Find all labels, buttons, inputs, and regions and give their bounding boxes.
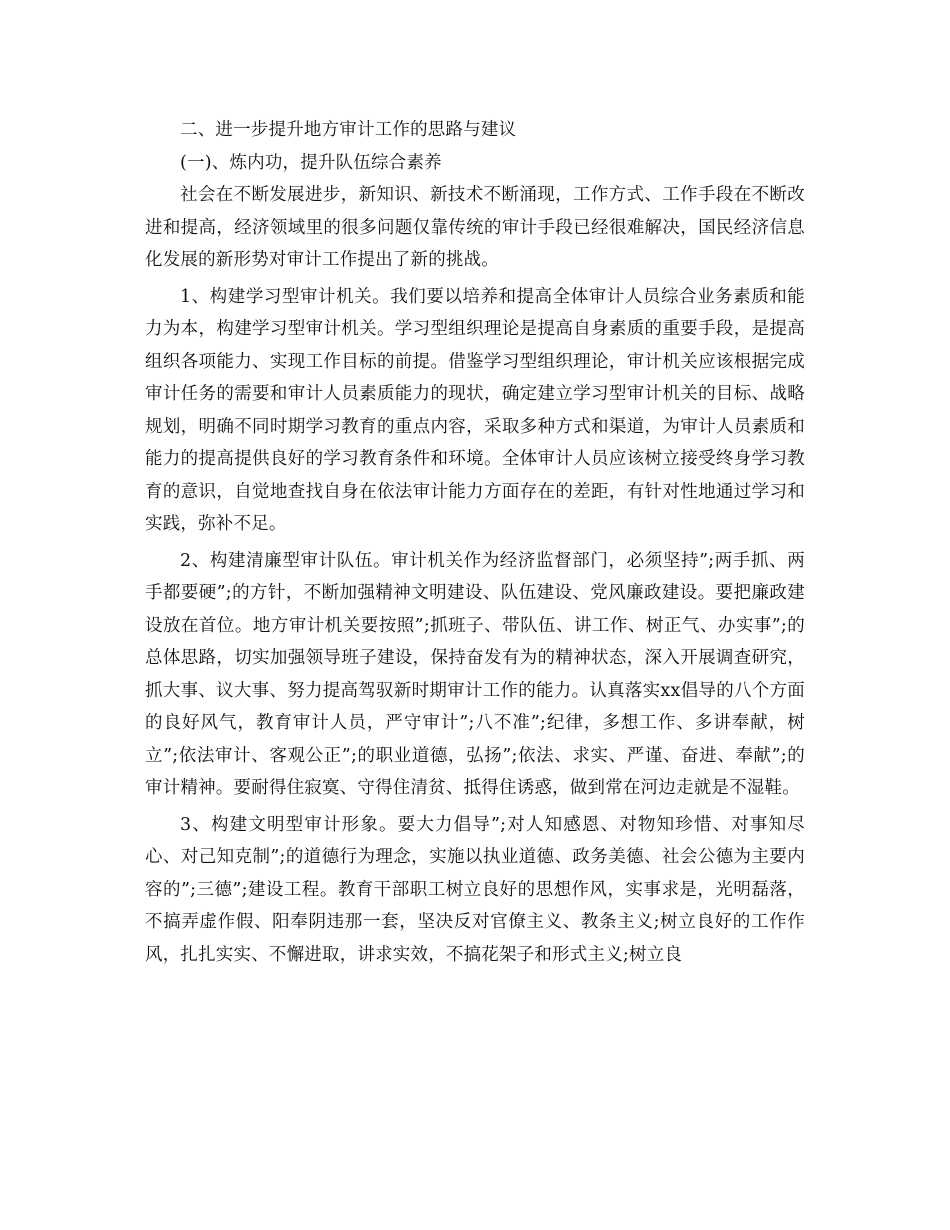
section-title: 二、进一步提升地方审计工作的思路与建议 <box>180 120 517 140</box>
paragraph-civilized-image: 3、构建文明型审计形象。要大力倡导”;对人知感恩、对物知珍惜、对事知尽心、对己知克制”;的道德行为理念，实施以执业道德、政务美德、社会公德为主要内容的”;三德”;建设工程。教育干部职工树立良好的思想作风，实事求是，光明磊落，不搞弄虚作假、阳奉阴违那一套，坚决反对官僚主义、教条主义;树立良好的工作作风，扎扎实实、不懈进取，讲求实效，不搞花架子和形式主义;树立良 <box>145 814 805 965</box>
paragraph-clean-team: 2、构建清廉型审计队伍。审计机关作为经济监督部门，必须坚持”;两手抓、两手都要硬”;的方针，不断加强精神文明建设、队伍建设、党风廉政建设。要把廉政建设放在首位。地方审计机关要按照”;抓班子、带队伍、讲工作、树正气、办实事”;的总体思路，切实加强领导班子建设，保持奋发有为的精神状态，深入开展调查研究，抓大事、议大事、努力提高驾驭新时期审计工作的能力。认真落实xx倡导的八个方面的良好风气，教育审计人员，严守审计”;八不准”;纪律，多想工作、多讲奉献，树立”;依法审计、客观公正”;的职业道德，弘扬”;依法、求实、严谨、奋进、奉献”;的审计精神。要耐得住寂寞、守得住清贫、抵得住诱惑，做到常在河边走就是不湿鞋。 <box>145 550 805 798</box>
paragraph-learning-organization: 1、构建学习型审计机关。我们要以培养和提高全体审计人员综合业务素质和能力为本，构建学习型审计机关。学习型组织理论是提高自身素质的重要手段，是提高组织各项能力、实现工作目标的前提。借鉴学习型组织理论，审计机关应该根据完成审计任务的需要和审计人员素质能力的现状，确定建立学习型审计机关的目标、战略规划，明确不同时期学习教育的重点内容，采取多种方式和渠道，为审计人员素质和能力的提高提供良好的学习教育条件和环境。全体审计人员应该树立接受终身学习教育的意识，自觉地查找自身在依法审计能力方面存在的差距，有针对性地通过学习和实践，弥补不足。 <box>145 286 805 534</box>
document-body <box>145 114 805 975</box>
paragraph-intro: 社会在不断发展进步，新知识、新技术不断涌现，工作方式、工作手段在不断改进和提高，经济领域里的很多问题仅靠传统的审计手段已经很难解决，国民经济信息化发展的新形势对审计工作提出了新的挑战。 <box>145 185 805 270</box>
subsection-title: (一)、炼内功，提升队伍综合素养 <box>180 152 442 173</box>
